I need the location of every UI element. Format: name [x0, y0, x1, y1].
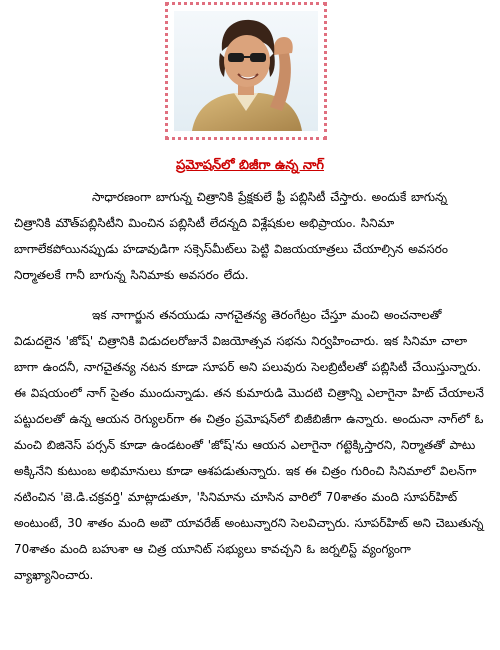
article-paragraph: ఇక నాగార్జున తనయుడు నాగచైతన్య తెరంగేట్రం చేస్తూ మంచి అంచనాలతో విడుదలైన 'జోష్‌' చిత్రానికి విడుదలరోజునే విజయోత్సవ సభను నిర్వహించారు. ఇక సినిమా చాలా బాగా ఉందనీ, నాగచైతన్య నటన కూడా సూపర్ అని పలువురు సెలబ్రిటీలతో పబ్లిసిటీ చేయిస్తున్నారు. ఈ విషయంలో నాగ్ సైతం ముందున్నాడు. తన కుమారుడి మొదటి చిత్రాన్ని ఎలాగైనా హిట్ చేయాలనే పట్టుదలతో ఉన్న ఆయన రెగ్యులర్‌గా ఈ చిత్రం ప్రమోషన్‌లో బిజీబిజీగా ఉన్నారు. అందునా నాగ్‌లో ఓ మంచి బిజినెస్ పర్సన్ కూడా ఉండటంతో 'జోష్‌'ను ఆయన ఎలాగైనా గట్టెక్కిస్తారని, నిర్మాతతో పాటు అక్కినేని కుటుంబ అభిమానులు కూడా ఆశపడుతున్నారు. ఇక ఈ చిత్రం గురించి సినిమాలో విలన్‌గా నటించిన 'జె.డి.చక్రవర్తి' మాట్లాడుతూ, 'సినిమాను చూసిన వారిలో 70శాతం మంది సూపర్‌హిట్ అంటుంటే, 30 శాతం మంది అబౌ యావరేజ్ అంటున్నారని సెలవిచ్చారు. సూపర్‌హిట్ అని చెబుతున్న 70శాతం మంది బహుశా ఆ చిత్ర యూనిట్ సభ్యులు కావచ్చని ఓ జర్నలిస్ట్ వ్యంగ్యంగా వ్యాఖ్యానించారు.: [14, 308, 484, 582]
article-body: [14, 184, 486, 602]
article-paragraph: సాధారణంగా బాగున్న చిత్రానికి ప్రేక్షకులే ఫ్రీ పబ్లిసిటీ చేస్తారు. అందుకే బాగున్న చిత్రానికి మౌత్‌పబ్లిసిటీని మించిన పబ్లిసిటీ లేదన్నది విశ్లేషకుల అభిప్రాయం. సినిమా బాగాలేకపోయినప్పుడు హడావుడిగా సక్సెస్‌మీట్‌లు పెట్టి విజయయాత్రలు చేయాల్సిన అవసరం నిర్మాతలకే గానీ బాగున్న సినిమాకు అవసరం లేదు.: [14, 190, 448, 282]
article-photo: [174, 11, 318, 131]
article-photo-frame: [165, 2, 327, 140]
article-headline: ప్రమోషన్‌లో బిజీగా ఉన్న నాగ్: [175, 158, 325, 173]
